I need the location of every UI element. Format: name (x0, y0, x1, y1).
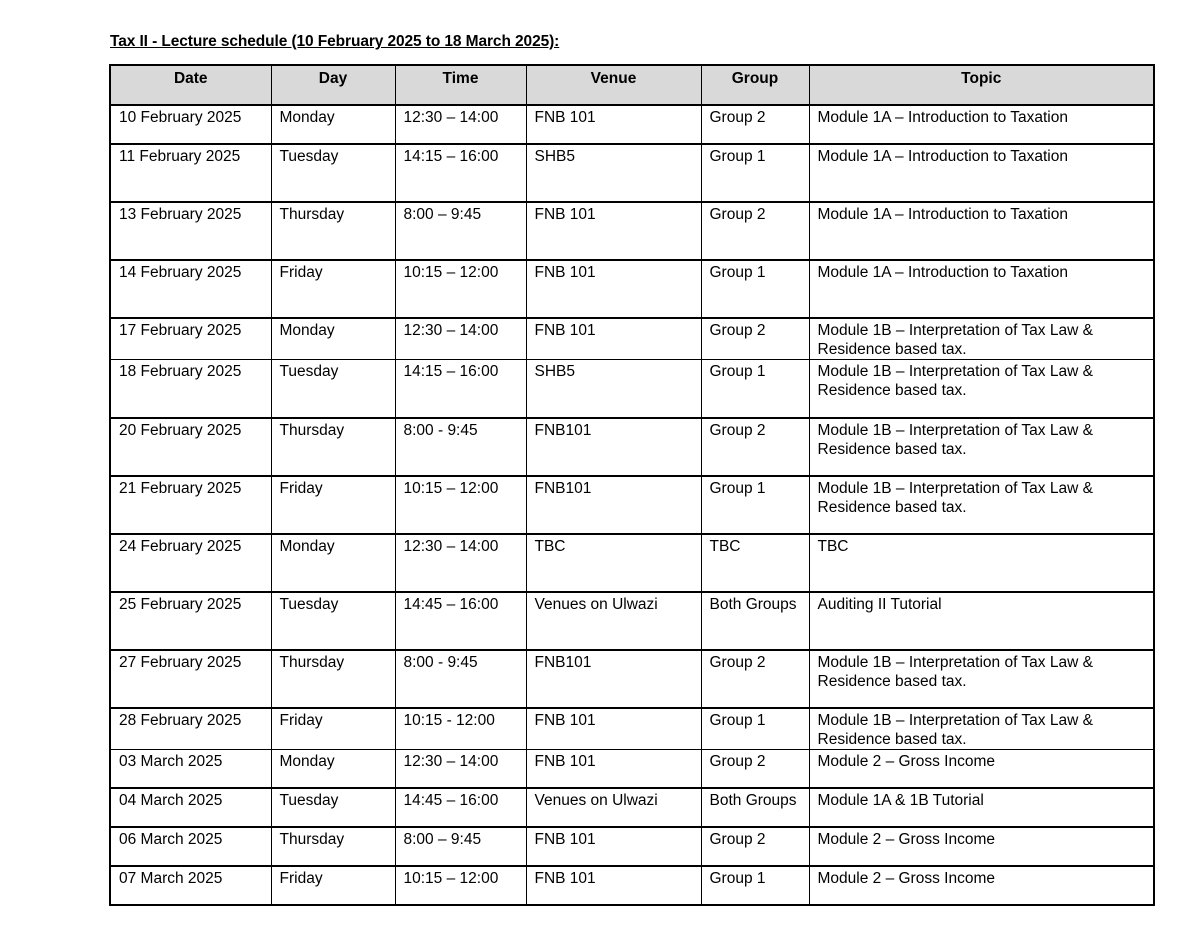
cell-time: 8:00 - 9:45 (395, 650, 526, 708)
cell-time: 8:00 - 9:45 (395, 418, 526, 476)
cell-time: 10:15 – 12:00 (395, 866, 526, 905)
cell-topic: Module 2 – Gross Income (809, 749, 1154, 788)
cell-day: Monday (271, 749, 395, 788)
cell-day: Friday (271, 260, 395, 318)
cell-group: TBC (701, 534, 809, 592)
cell-date: 17 February 2025 (110, 318, 271, 360)
cell-group: Both Groups (701, 592, 809, 650)
cell-topic: Module 2 – Gross Income (809, 827, 1154, 866)
table-row (110, 418, 1154, 476)
table-row (110, 360, 1154, 418)
table-row (110, 827, 1154, 866)
cell-group: Group 2 (701, 418, 809, 476)
table-row (110, 650, 1154, 708)
cell-venue: FNB 101 (526, 105, 701, 144)
cell-time: 10:15 - 12:00 (395, 708, 526, 750)
cell-date: 03 March 2025 (110, 749, 271, 788)
header-date: Date (110, 65, 271, 105)
cell-time: 12:30 – 14:00 (395, 534, 526, 592)
table-row (110, 534, 1154, 592)
cell-venue: Venues on Ulwazi (526, 788, 701, 827)
cell-topic: TBC (809, 534, 1154, 592)
cell-day: Tuesday (271, 144, 395, 202)
cell-topic: Module 1B – Interpretation of Tax Law & Residence based tax. (809, 476, 1154, 534)
cell-topic: Auditing II Tutorial (809, 592, 1154, 650)
table-row (110, 788, 1154, 827)
table-row (110, 318, 1154, 360)
cell-venue: FNB 101 (526, 866, 701, 905)
page-title: Tax II - Lecture schedule (10 February 2025 to 18 March 2025): (110, 33, 560, 50)
cell-day: Thursday (271, 202, 395, 260)
table-row (110, 202, 1154, 260)
cell-date: 13 February 2025 (110, 202, 271, 260)
cell-time: 8:00 – 9:45 (395, 827, 526, 866)
cell-group: Group 2 (701, 827, 809, 866)
header-topic: Topic (809, 65, 1154, 105)
cell-day: Thursday (271, 827, 395, 866)
cell-time: 14:45 – 16:00 (395, 592, 526, 650)
cell-date: 24 February 2025 (110, 534, 271, 592)
cell-day: Friday (271, 866, 395, 905)
cell-day: Tuesday (271, 360, 395, 418)
cell-venue: FNB 101 (526, 749, 701, 788)
table-row (110, 749, 1154, 788)
cell-topic: Module 1A – Introduction to Taxation (809, 144, 1154, 202)
cell-topic: Module 1A & 1B Tutorial (809, 788, 1154, 827)
cell-day: Monday (271, 105, 395, 144)
cell-venue: Venues on Ulwazi (526, 592, 701, 650)
cell-day: Thursday (271, 418, 395, 476)
table-row (110, 105, 1154, 144)
cell-venue: FNB 101 (526, 260, 701, 318)
header-day: Day (271, 65, 395, 105)
cell-venue: SHB5 (526, 360, 701, 418)
cell-topic: Module 1B – Interpretation of Tax Law & Residence based tax. (809, 650, 1154, 708)
table-header-row (110, 65, 1154, 105)
cell-group: Group 2 (701, 749, 809, 788)
cell-venue: FNB 101 (526, 318, 701, 360)
cell-group: Group 1 (701, 360, 809, 418)
cell-venue: FNB 101 (526, 708, 701, 750)
cell-time: 12:30 – 14:00 (395, 105, 526, 144)
table-row (110, 866, 1154, 905)
lecture-schedule-table (109, 64, 1155, 906)
header-group: Group (701, 65, 809, 105)
cell-venue: FNB 101 (526, 827, 701, 866)
cell-day: Thursday (271, 650, 395, 708)
cell-group: Group 2 (701, 318, 809, 360)
cell-venue: TBC (526, 534, 701, 592)
cell-date: 27 February 2025 (110, 650, 271, 708)
cell-date: 18 February 2025 (110, 360, 271, 418)
cell-group: Group 1 (701, 144, 809, 202)
cell-date: 28 February 2025 (110, 708, 271, 750)
cell-time: 10:15 – 12:00 (395, 476, 526, 534)
cell-day: Friday (271, 708, 395, 750)
cell-time: 10:15 – 12:00 (395, 260, 526, 318)
cell-venue: FNB101 (526, 476, 701, 534)
cell-group: Group 2 (701, 202, 809, 260)
cell-topic: Module 1B – Interpretation of Tax Law & Residence based tax. (809, 318, 1154, 360)
table-row (110, 592, 1154, 650)
cell-time: 14:45 – 16:00 (395, 788, 526, 827)
cell-venue: FNB 101 (526, 202, 701, 260)
cell-group: Group 1 (701, 260, 809, 318)
cell-group: Group 2 (701, 105, 809, 144)
cell-group: Both Groups (701, 788, 809, 827)
cell-time: 14:15 – 16:00 (395, 360, 526, 418)
cell-time: 12:30 – 14:00 (395, 749, 526, 788)
cell-group: Group 1 (701, 476, 809, 534)
cell-topic: Module 2 – Gross Income (809, 866, 1154, 905)
cell-date: 21 February 2025 (110, 476, 271, 534)
cell-venue: SHB5 (526, 144, 701, 202)
cell-group: Group 2 (701, 650, 809, 708)
cell-day: Friday (271, 476, 395, 534)
cell-topic: Module 1A – Introduction to Taxation (809, 260, 1154, 318)
cell-topic: Module 1B – Interpretation of Tax Law & Residence based tax. (809, 360, 1154, 418)
cell-topic: Module 1A – Introduction to Taxation (809, 105, 1154, 144)
cell-topic: Module 1A – Introduction to Taxation (809, 202, 1154, 260)
cell-topic: Module 1B – Interpretation of Tax Law & Residence based tax. (809, 708, 1154, 750)
cell-group: Group 1 (701, 866, 809, 905)
cell-date: 20 February 2025 (110, 418, 271, 476)
table-row (110, 144, 1154, 202)
table-row (110, 708, 1154, 750)
cell-topic: Module 1B – Interpretation of Tax Law & Residence based tax. (809, 418, 1154, 476)
table-row (110, 260, 1154, 318)
header-venue: Venue (526, 65, 701, 105)
cell-day: Monday (271, 318, 395, 360)
cell-time: 14:15 – 16:00 (395, 144, 526, 202)
cell-venue: FNB101 (526, 418, 701, 476)
cell-day: Tuesday (271, 592, 395, 650)
cell-date: 06 March 2025 (110, 827, 271, 866)
cell-date: 04 March 2025 (110, 788, 271, 827)
cell-date: 11 February 2025 (110, 144, 271, 202)
header-time: Time (395, 65, 526, 105)
cell-day: Tuesday (271, 788, 395, 827)
cell-time: 12:30 – 14:00 (395, 318, 526, 360)
cell-date: 14 February 2025 (110, 260, 271, 318)
cell-date: 25 February 2025 (110, 592, 271, 650)
cell-venue: FNB101 (526, 650, 701, 708)
cell-date: 10 February 2025 (110, 105, 271, 144)
table-row (110, 476, 1154, 534)
cell-time: 8:00 – 9:45 (395, 202, 526, 260)
cell-date: 07 March 2025 (110, 866, 271, 905)
cell-group: Group 1 (701, 708, 809, 750)
cell-day: Monday (271, 534, 395, 592)
